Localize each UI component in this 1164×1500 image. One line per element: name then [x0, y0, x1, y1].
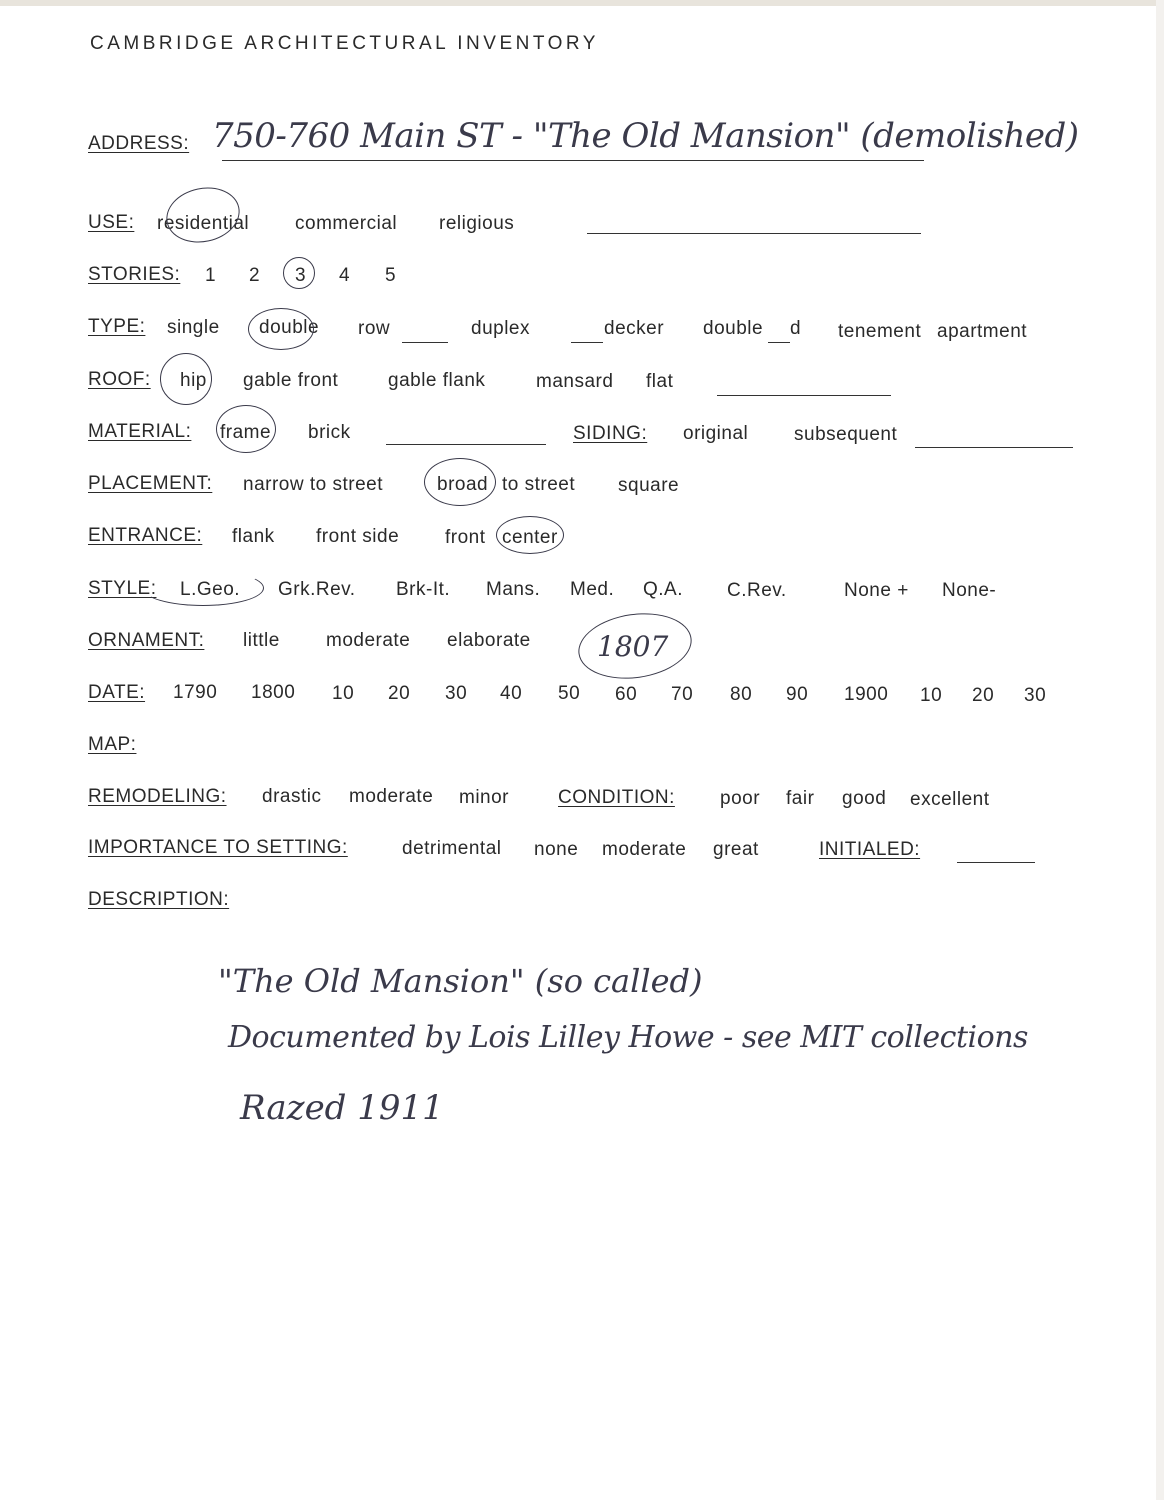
type-option-double-d: double — [703, 318, 764, 339]
roof-option-hip: hip — [180, 370, 207, 391]
form-header: CAMBRIDGE ARCHITECTURAL INVENTORY — [90, 33, 599, 54]
use-circle-mark — [161, 181, 245, 249]
placement-circle-mark — [424, 458, 496, 506]
map-label: MAP: — [88, 734, 137, 755]
type-decker-blank — [571, 342, 603, 343]
type-option-decker: decker — [604, 318, 665, 339]
use-option-religious: religious — [439, 213, 515, 234]
condition-option-poor: poor — [720, 788, 761, 809]
stories-option-4: 4 — [339, 265, 351, 286]
condition-option-good: good — [842, 788, 887, 809]
ornament-option-little: little — [243, 630, 280, 651]
roof-option-flat: flat — [646, 371, 674, 392]
address-label: ADDRESS: — [88, 133, 190, 154]
type-option-apartment: apartment — [937, 321, 1028, 342]
date-option-1920: 20 — [972, 685, 995, 706]
date-option-80: 80 — [730, 684, 753, 705]
style-option-crev: C.Rev. — [727, 580, 787, 601]
material-other-line — [386, 444, 546, 445]
type-option-double: double — [259, 317, 320, 338]
style-label: STYLE: — [88, 578, 157, 599]
stories-option-1: 1 — [205, 265, 217, 286]
importance-option-none: none — [534, 839, 579, 860]
entrance-option-front-side: front side — [316, 526, 400, 547]
entrance-option-center: center — [502, 527, 558, 548]
entrance-option-front: front — [445, 527, 486, 548]
style-option-grkrev: Grk.Rev. — [278, 579, 356, 600]
use-option-commercial: commercial — [295, 213, 398, 234]
roof-option-gable-front: gable front — [243, 370, 339, 391]
description-label: DESCRIPTION: — [88, 889, 230, 910]
condition-option-fair: fair — [786, 788, 815, 809]
date-option-90: 90 — [786, 684, 809, 705]
siding-label: SIDING: — [573, 423, 648, 444]
stories-option-2: 2 — [249, 265, 261, 286]
style-option-qa: Q.A. — [643, 579, 684, 600]
material-label: MATERIAL: — [88, 421, 192, 442]
stories-circle-mark — [283, 257, 315, 289]
placement-option-broad: broad — [437, 474, 489, 495]
remodeling-label: REMODELING: — [88, 786, 227, 807]
entrance-option-flank: flank — [232, 526, 275, 547]
date-option-60: 60 — [615, 684, 638, 705]
ornament-label: ORNAMENT: — [88, 630, 205, 651]
date-option-1790: 1790 — [173, 682, 218, 703]
importance-option-detrimental: detrimental — [402, 838, 502, 859]
type-option-tenement: tenement — [838, 321, 922, 342]
siding-other-line — [915, 447, 1073, 448]
stories-option-3: 3 — [295, 265, 307, 286]
scan-edge — [0, 0, 1164, 6]
importance-option-great: great — [713, 839, 759, 860]
condition-option-excellent: excellent — [910, 789, 990, 810]
date-label: DATE: — [88, 682, 146, 703]
placement-option-to-street: to street — [502, 474, 576, 495]
use-option-residential: residential — [157, 213, 250, 234]
stories-option-5: 5 — [385, 265, 397, 286]
placement-option-square: square — [618, 475, 680, 496]
handwritten-date-circle — [574, 606, 696, 685]
description-line-3: Razed 1911 — [240, 1088, 444, 1128]
date-option-1800: 1800 — [251, 682, 296, 703]
ornament-option-elaborate: elaborate — [447, 630, 531, 651]
description-line-2: Documented by Lois Lilley Howe - see MIT collections — [228, 1020, 1028, 1055]
date-option-1910: 10 — [920, 685, 943, 706]
style-option-brkit: Brk-It. — [396, 579, 451, 600]
initialed-label: INITIALED: — [819, 839, 921, 860]
type-option-d: d — [790, 318, 802, 339]
address-line — [222, 160, 924, 161]
type-option-duplex: duplex — [471, 318, 530, 339]
material-option-frame: frame — [220, 422, 272, 443]
type-circle-mark — [248, 308, 314, 350]
importance-label: IMPORTANCE TO SETTING: — [88, 837, 348, 858]
type-option-row: row — [358, 318, 391, 339]
date-option-70: 70 — [671, 684, 694, 705]
style-option-lgeo: L.Geo. — [180, 579, 241, 600]
type-row-blank — [402, 342, 448, 343]
date-option-30: 30 — [445, 683, 468, 704]
condition-label: CONDITION: — [558, 787, 675, 808]
type-double-d-blank — [768, 342, 790, 343]
date-option-1930: 30 — [1024, 685, 1047, 706]
entrance-label: ENTRANCE: — [88, 525, 203, 546]
date-option-1900: 1900 — [844, 684, 889, 705]
importance-option-moderate: moderate — [602, 839, 687, 860]
placement-label: PLACEMENT: — [88, 473, 213, 494]
siding-option-subsequent: subsequent — [794, 424, 898, 445]
type-label: TYPE: — [88, 316, 146, 337]
siding-option-original: original — [683, 423, 749, 444]
style-option-none-plus: None + — [844, 580, 909, 601]
address-value: 750-760 Main ST - "The Old Mansion" (demolished) — [212, 116, 1079, 156]
style-option-med: Med. — [570, 579, 615, 600]
style-option-mans: Mans. — [486, 579, 541, 600]
ornament-option-moderate: moderate — [326, 630, 411, 651]
roof-label: ROOF: — [88, 369, 151, 390]
initialed-line — [957, 862, 1035, 863]
type-option-single: single — [167, 317, 220, 338]
ornament-handwritten-date: 1807 — [597, 630, 669, 663]
style-option-none-minus: None- — [942, 580, 997, 601]
material-circle-mark — [216, 405, 276, 453]
roof-circle-mark — [160, 353, 212, 405]
roof-option-mansard: mansard — [536, 371, 614, 392]
material-option-brick: brick — [308, 422, 351, 443]
scan-margin — [1156, 0, 1164, 1500]
style-circle-mark — [142, 570, 264, 606]
stories-label: STORIES: — [88, 264, 181, 285]
date-option-50: 50 — [558, 683, 581, 704]
date-option-20: 20 — [388, 683, 411, 704]
remodeling-option-moderate: moderate — [349, 786, 434, 807]
use-label: USE: — [88, 212, 135, 233]
entrance-circle-mark — [496, 516, 564, 554]
placement-option-narrow: narrow to street — [243, 474, 383, 495]
roof-other-line — [717, 395, 891, 396]
description-line-1: "The Old Mansion" (so called) — [218, 962, 703, 1000]
use-other-line — [587, 233, 921, 234]
date-option-40: 40 — [500, 683, 523, 704]
remodeling-option-drastic: drastic — [262, 786, 322, 807]
roof-option-gable-flank: gable flank — [388, 370, 486, 391]
date-option-10: 10 — [332, 683, 355, 704]
remodeling-option-minor: minor — [459, 787, 510, 808]
